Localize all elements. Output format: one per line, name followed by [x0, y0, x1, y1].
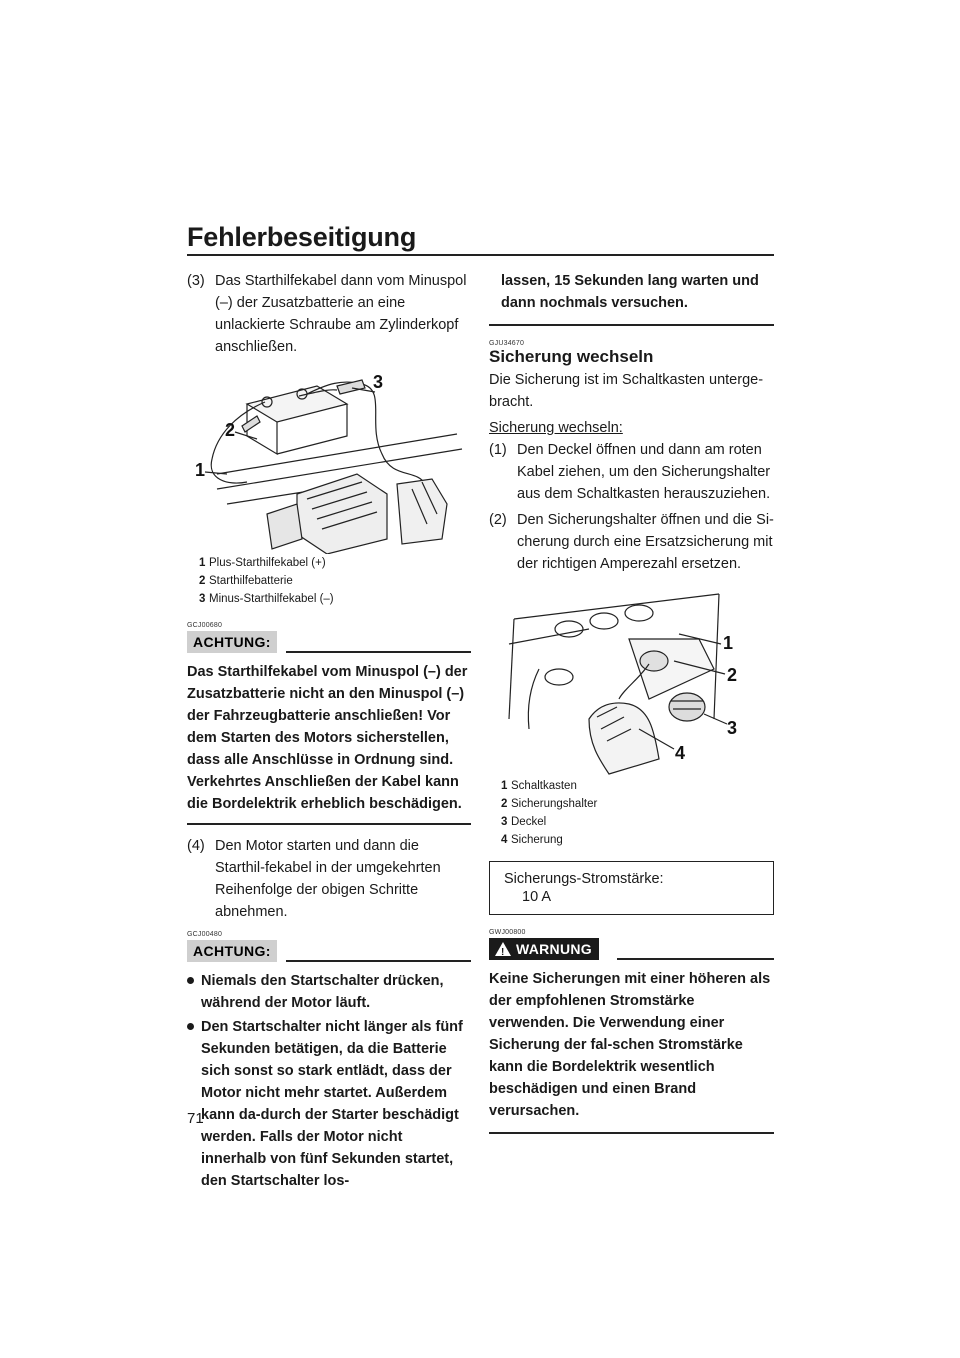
achtung-badge: ACHTUNG: — [187, 940, 277, 962]
callout-1: 1 — [723, 633, 734, 653]
warning-label: WARNUNG — [516, 941, 592, 957]
page-number: 71 — [187, 1110, 204, 1127]
fuse-illustration — [489, 589, 774, 777]
step-4 — [187, 835, 471, 923]
jumpstart-drawing — [187, 364, 471, 554]
fuse-step-1: (1) Den Deckel öffnen und dann am roten Kabel ziehen, um den Sicherungshalter aus dem Schaltkasten herauszuziehen. — [489, 442, 771, 502]
legend-item: 2 Starthilfebatterie — [199, 575, 293, 587]
legend-item: 3 Minus-Starthilfekabel (–) — [199, 593, 334, 605]
notice-2-continuation: lassen, 15 Sekunden lang warten und dann nochmals versuchen. — [501, 273, 759, 311]
notice-1-header — [187, 631, 471, 653]
achtung-badge: ACHTUNG: — [187, 631, 277, 653]
spec-value: 10 A — [522, 889, 552, 905]
bullet-dot — [187, 977, 194, 984]
right-column — [489, 270, 774, 1134]
notice-2-header — [187, 940, 471, 962]
step-4-number: (4) — [187, 838, 205, 854]
legend-item: 1 Plus-Starthilfekabel (+) — [199, 557, 326, 569]
bullet-item: Den Startschalter nicht länger als fünf Sekunden betätigen, da die Batterie sich sonst so stark entlädt, dass der Motor nicht mehr startet. Außerdem kann da-durch der Starter beschädigt werden. Falls der Motor nicht innerhalb von fünf Sekunden startet, den Startschalter los- — [187, 1016, 471, 1192]
legend-item: 2 Sicherungshalter — [501, 798, 598, 810]
warning-header — [489, 938, 774, 960]
warning-code: GWJ00800 — [489, 929, 526, 936]
bullet-dot — [187, 1023, 194, 1030]
bullet-item: Niemals den Startschalter drücken, während der Motor läuft. — [187, 970, 471, 1014]
callout-1: 1 — [195, 460, 206, 480]
callout-4: 4 — [675, 743, 686, 763]
notice-1-code: GCJ00680 — [187, 622, 223, 629]
warning-text: Keine Sicherungen mit einer höheren als der empfohlenen Stromstärke verwenden. Die Verwendung einer Sicherung der fal-schen Stromstärke kann die Bordelektrik wesentlich beschädigen und einen Brand verursachen. — [489, 971, 771, 1119]
spec-label: Sicherungs-Stromstärke: — [504, 871, 664, 887]
figure-1-legend — [187, 554, 471, 608]
notice-1-text: Das Starthilfekabel vom Minuspol (–) der Zusatzbatterie nicht an den Minuspol (–) der Fahrzeugbatterie anschließen! Vor dem Starten des Motors sicherstellen, dass alle Anschlüsse in Ordnung sind. Verkehrtes Anschließen der Kabel kann die Bordelektrik erheblich beschädigen. — [187, 664, 468, 812]
notice-2-end-rule — [489, 324, 774, 326]
step-3-text: Das Starthilfekabel dann vom Minuspol (–) der Zusatzbatterie an eine unlackierte Schraube am Zylinderkopf anschließen. — [215, 273, 467, 355]
warning-badge — [489, 938, 599, 960]
section-intro: Die Sicherung ist im Schaltkasten unterge-bracht. — [489, 372, 764, 410]
title-rule — [187, 254, 774, 256]
step-4-text: Den Motor starten und dann die Starthil-fekabel in der umgekehrten Reihenfolge der obigen Schritte abnehmen. — [215, 838, 441, 920]
callout-3: 3 — [727, 718, 738, 738]
page-title: Fehlerbeseitigung — [187, 222, 417, 252]
legend-item: 3 Deckel — [501, 816, 547, 828]
callout-2: 2 — [225, 420, 236, 440]
section-heading: Sicherung wechseln — [489, 347, 654, 366]
figure-2-legend — [489, 777, 774, 849]
notice-2-code: GCJ00480 — [187, 931, 223, 938]
jumpstart-illustration — [187, 364, 471, 554]
legend-item: 1 Schaltkasten — [501, 780, 577, 792]
callout-3: 3 — [373, 372, 384, 392]
left-column — [187, 270, 471, 1192]
notice-1-end-rule — [187, 823, 471, 825]
legend-item: 4 Sicherung — [501, 834, 563, 846]
section-code: GJU34670 — [489, 340, 525, 347]
fuse-drawing — [489, 589, 774, 777]
notice-2-bullets — [187, 970, 471, 1192]
subheading: Sicherung wechseln: — [489, 420, 623, 436]
fuse-spec-box — [489, 861, 774, 915]
warning-triangle-icon: ! — [495, 942, 511, 956]
step-3-number: (3) — [187, 273, 205, 289]
step-3 — [187, 270, 471, 358]
warning-end-rule — [489, 1132, 774, 1134]
fuse-step-2: (2) Den Sicherungshalter öffnen und die Si-cherung durch eine Ersatzsicherung mit der richtigen Amperezahl ersetzen. — [489, 512, 774, 572]
callout-2: 2 — [727, 665, 738, 685]
